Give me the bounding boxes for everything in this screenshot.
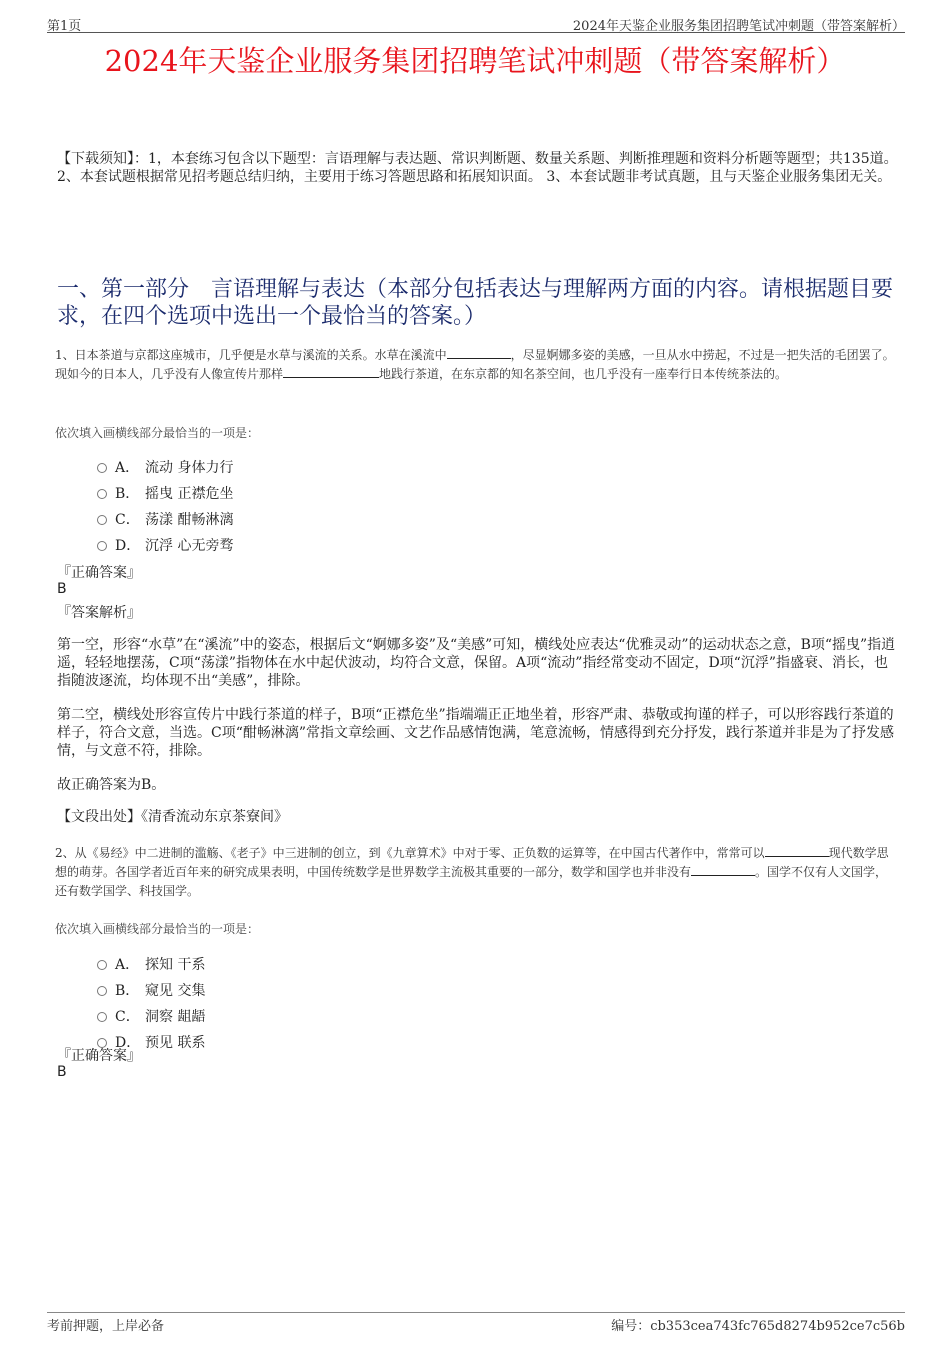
question-2-option-a[interactable]: A． 探知 干系 <box>97 954 205 974</box>
radio-icon[interactable] <box>97 1012 107 1022</box>
analysis-paragraph-1: 第一空，形容“水草”在“溪流”中的姿态，根据后文“婀娜多姿”及“美感”可知，横线处应表达“优雅灵动”的运动状态之意，B项“摇曳”指逍遥，轻轻地摆荡，C项“荡漾”指物体在水中起伏波动，均符合文意，保留。A项“流动”指经常变动不固定，D项“沉浮”指盛衰、消长，也指随波逐流，均体现不出“美感”，排除。 <box>57 637 896 689</box>
question-2-answer-tag: 『正确答案』 <box>57 1048 141 1064</box>
radio-icon[interactable] <box>97 463 107 473</box>
radio-icon[interactable] <box>97 489 107 499</box>
blank-line <box>283 365 379 378</box>
radio-icon[interactable] <box>97 986 107 996</box>
header-doc-title: 2024年天鉴企业服务集团招聘笔试冲刺题（带答案解析） <box>572 19 905 34</box>
analysis-conclusion: 故正确答案为B。 <box>57 777 166 793</box>
page-footer <box>47 1312 905 1333</box>
analysis-paragraph-2: 第二空，横线处形容宣传片中践行茶道的样子，B项“正襟危坐”指端端正正地坐着，形容严肃、恭敬或拘谨的样子，可以形容践行茶道的样子，符合文意，当选。C项“酣畅淋漓”常指文章绘画、文艺作品感情饱满，笔意流畅，情感得到充分抒发，践行茶道并非是为了抒发感情，与文意不符，排除。 <box>57 707 895 759</box>
question-1-stem <box>55 346 897 384</box>
question-2-prompt: 依次填入画横线部分最恰当的一项是： <box>55 922 260 936</box>
question-1-prompt: 依次填入画横线部分最恰当的一项是： <box>55 426 260 440</box>
question-2-option-d[interactable]: D． 预见 联系 <box>97 1032 205 1052</box>
footer-code: 编号：cb353cea743fc765d8274b952ce7c56b <box>611 1319 905 1334</box>
question-1-option-d[interactable]: D． 沉浮 心无旁骛 <box>97 535 233 555</box>
question-2-text-a: 2、从《易经》中二进制的滥觞、《老子》中三进制的创立，到《九章算术》中对于零、正负数的运算等，在中国古代著作中，常常可以 <box>55 846 765 860</box>
question-1-source: 【文段出处】《清香流动东京茶寮间》 <box>57 809 288 825</box>
question-2-stem <box>55 844 897 901</box>
question-2-answer: B <box>57 1064 67 1080</box>
radio-icon[interactable] <box>97 515 107 525</box>
question-1-text-c: 地践行茶道，在东京都的知名茶空间，也几乎没有一座奉行日本传统茶法的。 <box>379 367 788 381</box>
question-1-answer-tag: 『正确答案』 <box>57 565 141 581</box>
blank-line <box>447 346 511 359</box>
page-header <box>47 13 905 33</box>
question-2-option-c[interactable]: C． 洞察 龃龉 <box>97 1006 205 1026</box>
page-number: 第1页 <box>47 19 82 34</box>
question-1-option-a[interactable]: A． 流动 身体力行 <box>97 457 233 477</box>
question-1-option-b[interactable]: B． 摇曳 正襟危坐 <box>97 483 233 503</box>
footer-slogan: 考前押题，上岸必备 <box>47 1319 165 1334</box>
question-2-text-b: 现代数学思想的萌芽。各国学者近百年来的研究成果表明，中国传统数学是世界数学主流极其重要的一部分，数学和国学也并非没有 <box>55 846 889 879</box>
question-1-answer: B <box>57 581 67 597</box>
question-1-analysis-tag: 『答案解析』 <box>57 605 141 621</box>
question-2-option-b[interactable]: B． 窥见 交集 <box>97 980 205 1000</box>
question-1-option-c[interactable]: C． 荡漾 酣畅淋漓 <box>97 509 233 529</box>
blank-line <box>691 863 755 876</box>
download-notice: 【下载须知】：1，本套练习包含以下题型：言语理解与表达题、常识判断题、数量关系题、判断推理题和资料分析题等题型；共135道。 2、本套试题根据常见招考题总结归纳，主要用于练习答题思路和拓展知识面。 3、本套试题非考试真题，且与天鉴企业服务集团无关。 <box>57 151 898 185</box>
page-title: 2024年天鉴企业服务集团招聘笔试冲刺题（带答案解析） <box>104 44 846 78</box>
question-2-text-c: 。国学不仅有人文国学，还有数学国学、科技国学。 <box>55 865 888 898</box>
section-heading: 一、第一部分 言语理解与表达（本部分包括表达与理解两方面的内容。请根据题目要求，在四个选项中选出一个最恰当的答案。） <box>57 277 894 329</box>
question-1-text-b: ，尽显婀娜多姿的美感，一旦从水中捞起，不过是一把失活的毛团罢了。现如今的日本人，几乎没有人像宣传片那样 <box>55 348 895 381</box>
radio-icon[interactable] <box>97 960 107 970</box>
blank-line <box>765 844 829 857</box>
radio-icon[interactable] <box>97 541 107 551</box>
question-1-text-a: 1、日本茶道与京都这座城市，几乎便是水草与溪流的关系。水草在溪流中 <box>55 348 447 362</box>
